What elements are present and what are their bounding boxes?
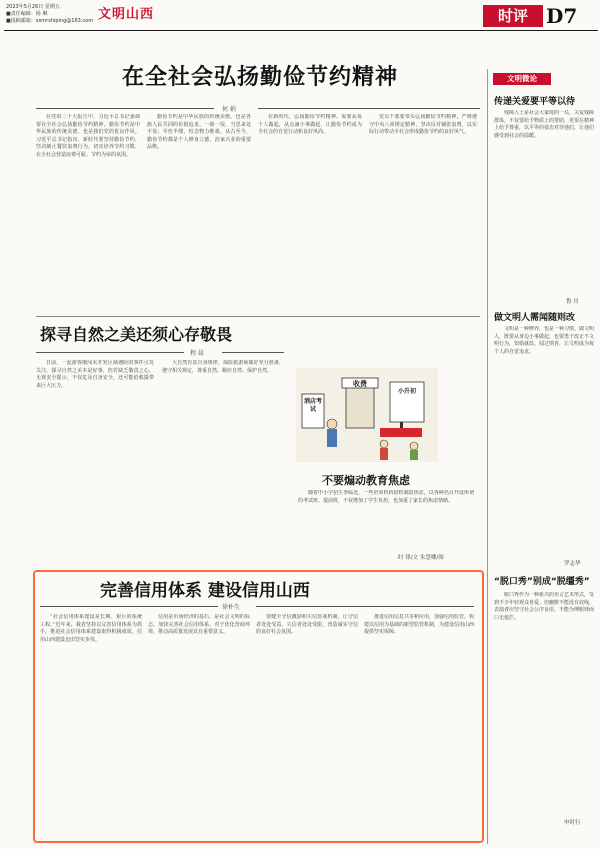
- cartoon-sign-entrance: 小升初: [397, 388, 416, 395]
- nature-col-1: 日前，一起游客擅闯未开发区域遇险的事件引发关注。探寻自然之美本是好事，但若缺乏敬畏之心，无视安全提示，不仅危及自身安全，还可能给救援带来巨大压力。: [36, 360, 154, 389]
- nature-rule-left: [36, 352, 184, 353]
- lead-col-3: 在新时代，弘扬勤俭节约精神，需要从每个人做起，从点滴小事做起，让勤俭节约成为全社会的自觉行动和良好风尚。: [258, 114, 362, 136]
- header-email: ■投稿邮箱：sxmrshiping@163.com: [6, 18, 94, 24]
- lead-col-1: 在党的二十大报告中，习近平总书记强调要在全社会弘扬勤俭节约精神。勤俭节约是中华民族的传统美德，也是我们党的优良作风。习近平总书记指出，新时代要坚持勤俭节约，坚决制止餐饮浪费行为，切实培养节约习惯，在全社会营造浪费可耻、节约为荣的氛围。: [36, 114, 140, 158]
- lead-byline: 何 娟: [222, 106, 236, 113]
- section-badge: 时评: [483, 5, 543, 27]
- credit-col-2: 信用是市场经济的基石，是社会文明的标志。加快完善社会信用体系，对于优化营商环境、推动高质量发展具有重要意义。: [148, 614, 250, 636]
- cartoon-sign-exam: 酒店考试: [304, 398, 323, 413]
- nature-col-2: 大自然有其自身规律，探险旅游须做好充分准备，遵守相关规定，尊重自然、顺应自然、保护自然。: [162, 360, 284, 374]
- section-divider: [36, 316, 480, 317]
- nature-headline: 探寻自然之美还须心存敬畏: [40, 325, 233, 344]
- page-number: D7: [546, 4, 578, 28]
- sidebar-item-1-author: 鲁 川: [566, 299, 579, 305]
- editorial-cartoon: [296, 368, 438, 462]
- sidebar-item-2-text: 文明是一种修养，也是一种习惯。做文明人，既要从身边小事做起，也要勇于改正不文明行为，知错就改、闻过则喜，让文明成为每个人的自觉追求。: [494, 326, 594, 355]
- credit-headline: 完善信用体系 建设信用山西: [100, 581, 310, 601]
- lead-rule-left: [36, 108, 214, 109]
- credit-rule-left: [40, 606, 218, 607]
- cartoon-caption: 不要煽动教育焦虑: [322, 474, 410, 487]
- sidebar-item-2-title: 做文明人需闻随则改: [494, 313, 576, 323]
- credit-col-1: “社会信用体系建设是长期、艰巨的系统工程。”近年来，我省坚持以完善信用体系为抓手，推进社会信用体系建设取得积极成效，信用山西建设迈出坚实步伐。: [40, 614, 142, 643]
- sidebar-item-3-text: 脱口秀作为一种新兴的语言艺术形式，受到不少年轻观众喜爱。但幽默不能没有底线，表演者应坚守社会公序良俗，不能为博眼球而口无遮拦。: [494, 592, 594, 621]
- cartoon-credit: 时 锋/文 朱慧卿/图: [398, 555, 444, 561]
- lead-col-2: 勤俭节约是中华民族的传统美德，也是各族人民共同的价值追求。一粥一饭，当思来处不易；半丝半缕，恒念物力维艰。从古至今，勤俭节约都是个人修身立德、治家兴业的重要品格。: [147, 114, 251, 151]
- credit-byline: 徐朴生: [222, 604, 241, 611]
- sidebar-item-3-title: “脱口秀”别成“脱缰秀”: [494, 577, 590, 587]
- sidebar-item-1-text: 残障人士是社会大家庭的一员。关爱残障群体，不仅要给予物质上的帮助，更要在精神上给予尊重，以平等的姿态对待他们，让他们感受到社会的温暖。: [494, 110, 594, 139]
- nature-byline: 程 晨: [190, 350, 204, 357]
- credit-col-4: 推进信用信息共享和应用，加强信用监管，构建以信用为基础的新型监管机制，为建设信用山西提供坚实保障。: [364, 614, 474, 636]
- sidebar-item-3-author: 申时行: [564, 820, 581, 826]
- credit-rule-right: [256, 606, 474, 607]
- cartoon-sign-fee: 收费: [353, 380, 367, 388]
- sidebar-item-1-title: 传递关爱要平等以待: [494, 97, 576, 107]
- nature-rule-right: [222, 352, 284, 353]
- sidebar-item-2-author: 罗志华: [564, 561, 581, 567]
- header-rule: [4, 30, 598, 31]
- cartoon-text: 随着中小学招生季临近，一些培训机构借机制造焦虑，以各种名目开设所谓的考试班、提前班，不仅增加了学生负担，也加重了家长的焦虑情绪。: [298, 490, 474, 504]
- lead-col-4: 党员干部要带头弘扬勤俭节约精神，严格遵守中央八项规定精神，坚决反对铺张浪费，以实际行动带动全社会形成勤俭节约的良好风气。: [369, 114, 477, 136]
- header-editor: ■责任编辑：杨 琳: [6, 11, 48, 17]
- lead-rule-right: [258, 108, 480, 109]
- newspaper-logo: 文明山西: [98, 7, 155, 22]
- header-date: 2023年5月26日 星期五: [6, 4, 60, 10]
- sidebar-tag: 文明微论: [493, 73, 551, 85]
- lead-headline: 在全社会弘扬勤俭节约精神: [122, 65, 399, 90]
- credit-col-3: 要健全守信激励和失信惩戒机制，让守信者处处受益、失信者处处受限，营造诚实守信的良好社会氛围。: [256, 614, 358, 636]
